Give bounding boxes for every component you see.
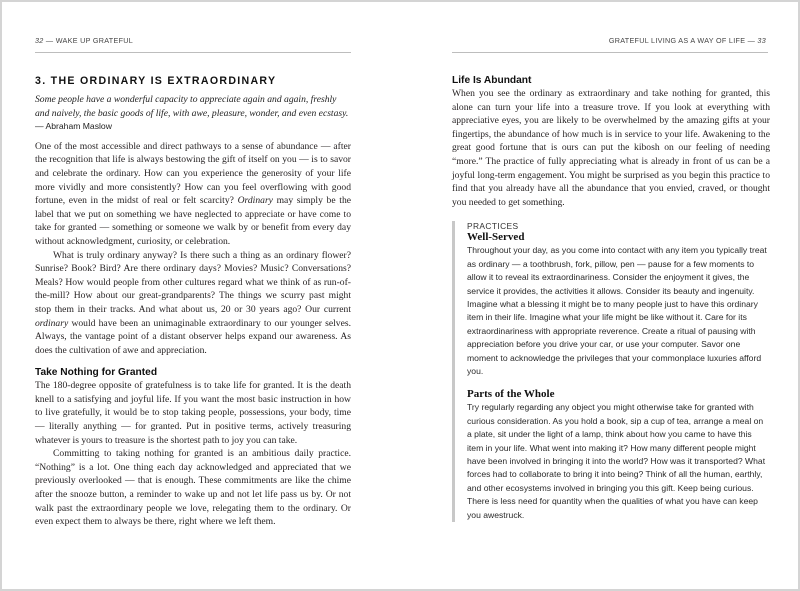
practice-text: Throughout your day, as you come into contact with any item you typically treat as ordinary — a toothbrush, fork, pillow, pen — pause for a few moments to allow it to reveal its extraordinariness. Consider the enjoyment it gives, the service it provides, the activities it allows. Consider its beauty and ingenuity. Imagine what a blessing it might be to many people just to have this ordinary item in their life. Imagine what your life might be like without it. Care for its extraordinariness with appropriate reverence. Create a ritual of pausing with appreciation before you drive your car, or use your computer. Savor one moment to acknowledge the privileges that your commonplace luxuries afford you. bbox=[467, 245, 767, 376]
left-page bbox=[2, 2, 400, 589]
left-running-head bbox=[35, 36, 133, 45]
section-heading: Life Is Abundant bbox=[452, 75, 532, 86]
section-heading: Take Nothing for Granted bbox=[35, 367, 158, 379]
practice-text: Try regularly regarding any object you might otherwise take for granted with curious consideration. As you hold a book, sip a cup of tea, arrange a meal on a plate, sit under the light of a lamp, think about how you came to have this item in your life. What went into making it? How many different people might have been involved in bringing it into the world? How was it transported? What forces had to collaborate to bring it into being? Think of all the human, earthly, and other ecosystems involved in bringing you this gift. Keep being curious. There is less need for quantity when the qualities of what you have can keep you awestruck. bbox=[467, 402, 766, 520]
practice-title: Well-Served bbox=[467, 231, 525, 244]
left-running-head-text: — WAKE UP GRATEFUL bbox=[45, 36, 134, 45]
right-running-head-text: GRATEFUL LIVING AS A WAY OF LIFE — bbox=[608, 36, 756, 45]
right-content bbox=[452, 75, 770, 522]
left-content bbox=[35, 75, 351, 529]
body-paragraph: What is truly ordinary anyway? Is there such a thing as an ordinary flower? Sunrise? Book? Bird? Are there ordinary days? Movies? Music? Conversations? Meals? How would people from other cultures regard what we think of as run-of-the-mill? How about our great-grandparents? The things we scurry past might stop them in their tracks. And what about us, 20 or 30 years ago? Our current ordinary would have been an unimaginable extraordinary to our younger selves. Always, the vantage point of a distant observer helps expand our awareness. As does the cultivation of awe and appreciation. bbox=[35, 249, 351, 356]
practices-label: PRACTICES bbox=[467, 221, 519, 232]
left-header-rule bbox=[35, 52, 351, 53]
right-page-number: 33 bbox=[757, 36, 766, 45]
epigraph bbox=[35, 93, 351, 134]
chapter-title: 3. THE ORDINARY IS EXTRAORDINARY bbox=[35, 75, 277, 87]
right-running-head bbox=[609, 36, 766, 45]
epigraph-attribution: — Abraham Maslow bbox=[35, 121, 112, 132]
body-paragraph: The 180-degree opposite of gratefulness is to take life for granted. It is the death knell to a satisfying and joyful life. If you want the most basic instruction in how to live gratefully, it would be to stop taking people, possessions, your body, time — literally anything — for granted. Put in positive terms, actively treasuring whatever is yours to treasure is the shortest path to joy you can take. bbox=[35, 380, 351, 446]
body-paragraph: When you see the ordinary as extraordinary and take nothing for granted, this alone can turn your life into a treasure trove. If you look at everything with appreciative eyes, you are likely to be overwhelmed by the amazing gifts at your fingertips, the abundance of how much is in service to your life. Awakening to the great good fortune that is ours can put the kibosh on our feeling of needing “more.” The practice of fully appreciating what is already in front of us can be a joyful long-term engagement. You might be surprised as you begin this practice to find that you already have all the abundance that you envied, craved, or thought you needed to get something. bbox=[452, 88, 770, 208]
practices-sidebar bbox=[452, 221, 770, 522]
body-paragraph: One of the most accessible and direct pathways to a sense of abundance — after the recognition that life is always bestowing the gift of itself on you — is to savor and celebrate the ordinary. How can you experience the generosity of your life more vividly and more consistently? How can you feel overflowing with good fortune, even in the midst of real or felt scarcity? Ordinary may simply be the label that we put on something we have neglected to appreciate or have come to take for granted — something or someone we walk by or benefit from every day without acknowledgment, curiosity, or celebration. bbox=[35, 140, 351, 247]
body-paragraph: Committing to taking nothing for granted is an ambitious daily practice. “Nothing” is a lot. One thing each day acknowledged and appreciated that we previously overlooked — that is enough. These commitments are like the chime after the snooze button, a reminder to wake up and not let life pass us by. Or not walk past the extraordinary people we love, relegating them to the ordinary. Or even expect them to always be there, right where we left them. bbox=[35, 448, 351, 528]
right-page bbox=[400, 2, 798, 589]
right-header-rule bbox=[452, 52, 768, 53]
left-page-number: 32 bbox=[35, 36, 44, 45]
epigraph-quote: Some people have a wonderful capacity to appreciate again and again, freshly and naively, the basic goods of life, with awe, pleasure, wonder, and even ecstasy. bbox=[35, 94, 349, 119]
practice-title: Parts of the Whole bbox=[467, 388, 555, 401]
book-spread bbox=[2, 2, 798, 589]
